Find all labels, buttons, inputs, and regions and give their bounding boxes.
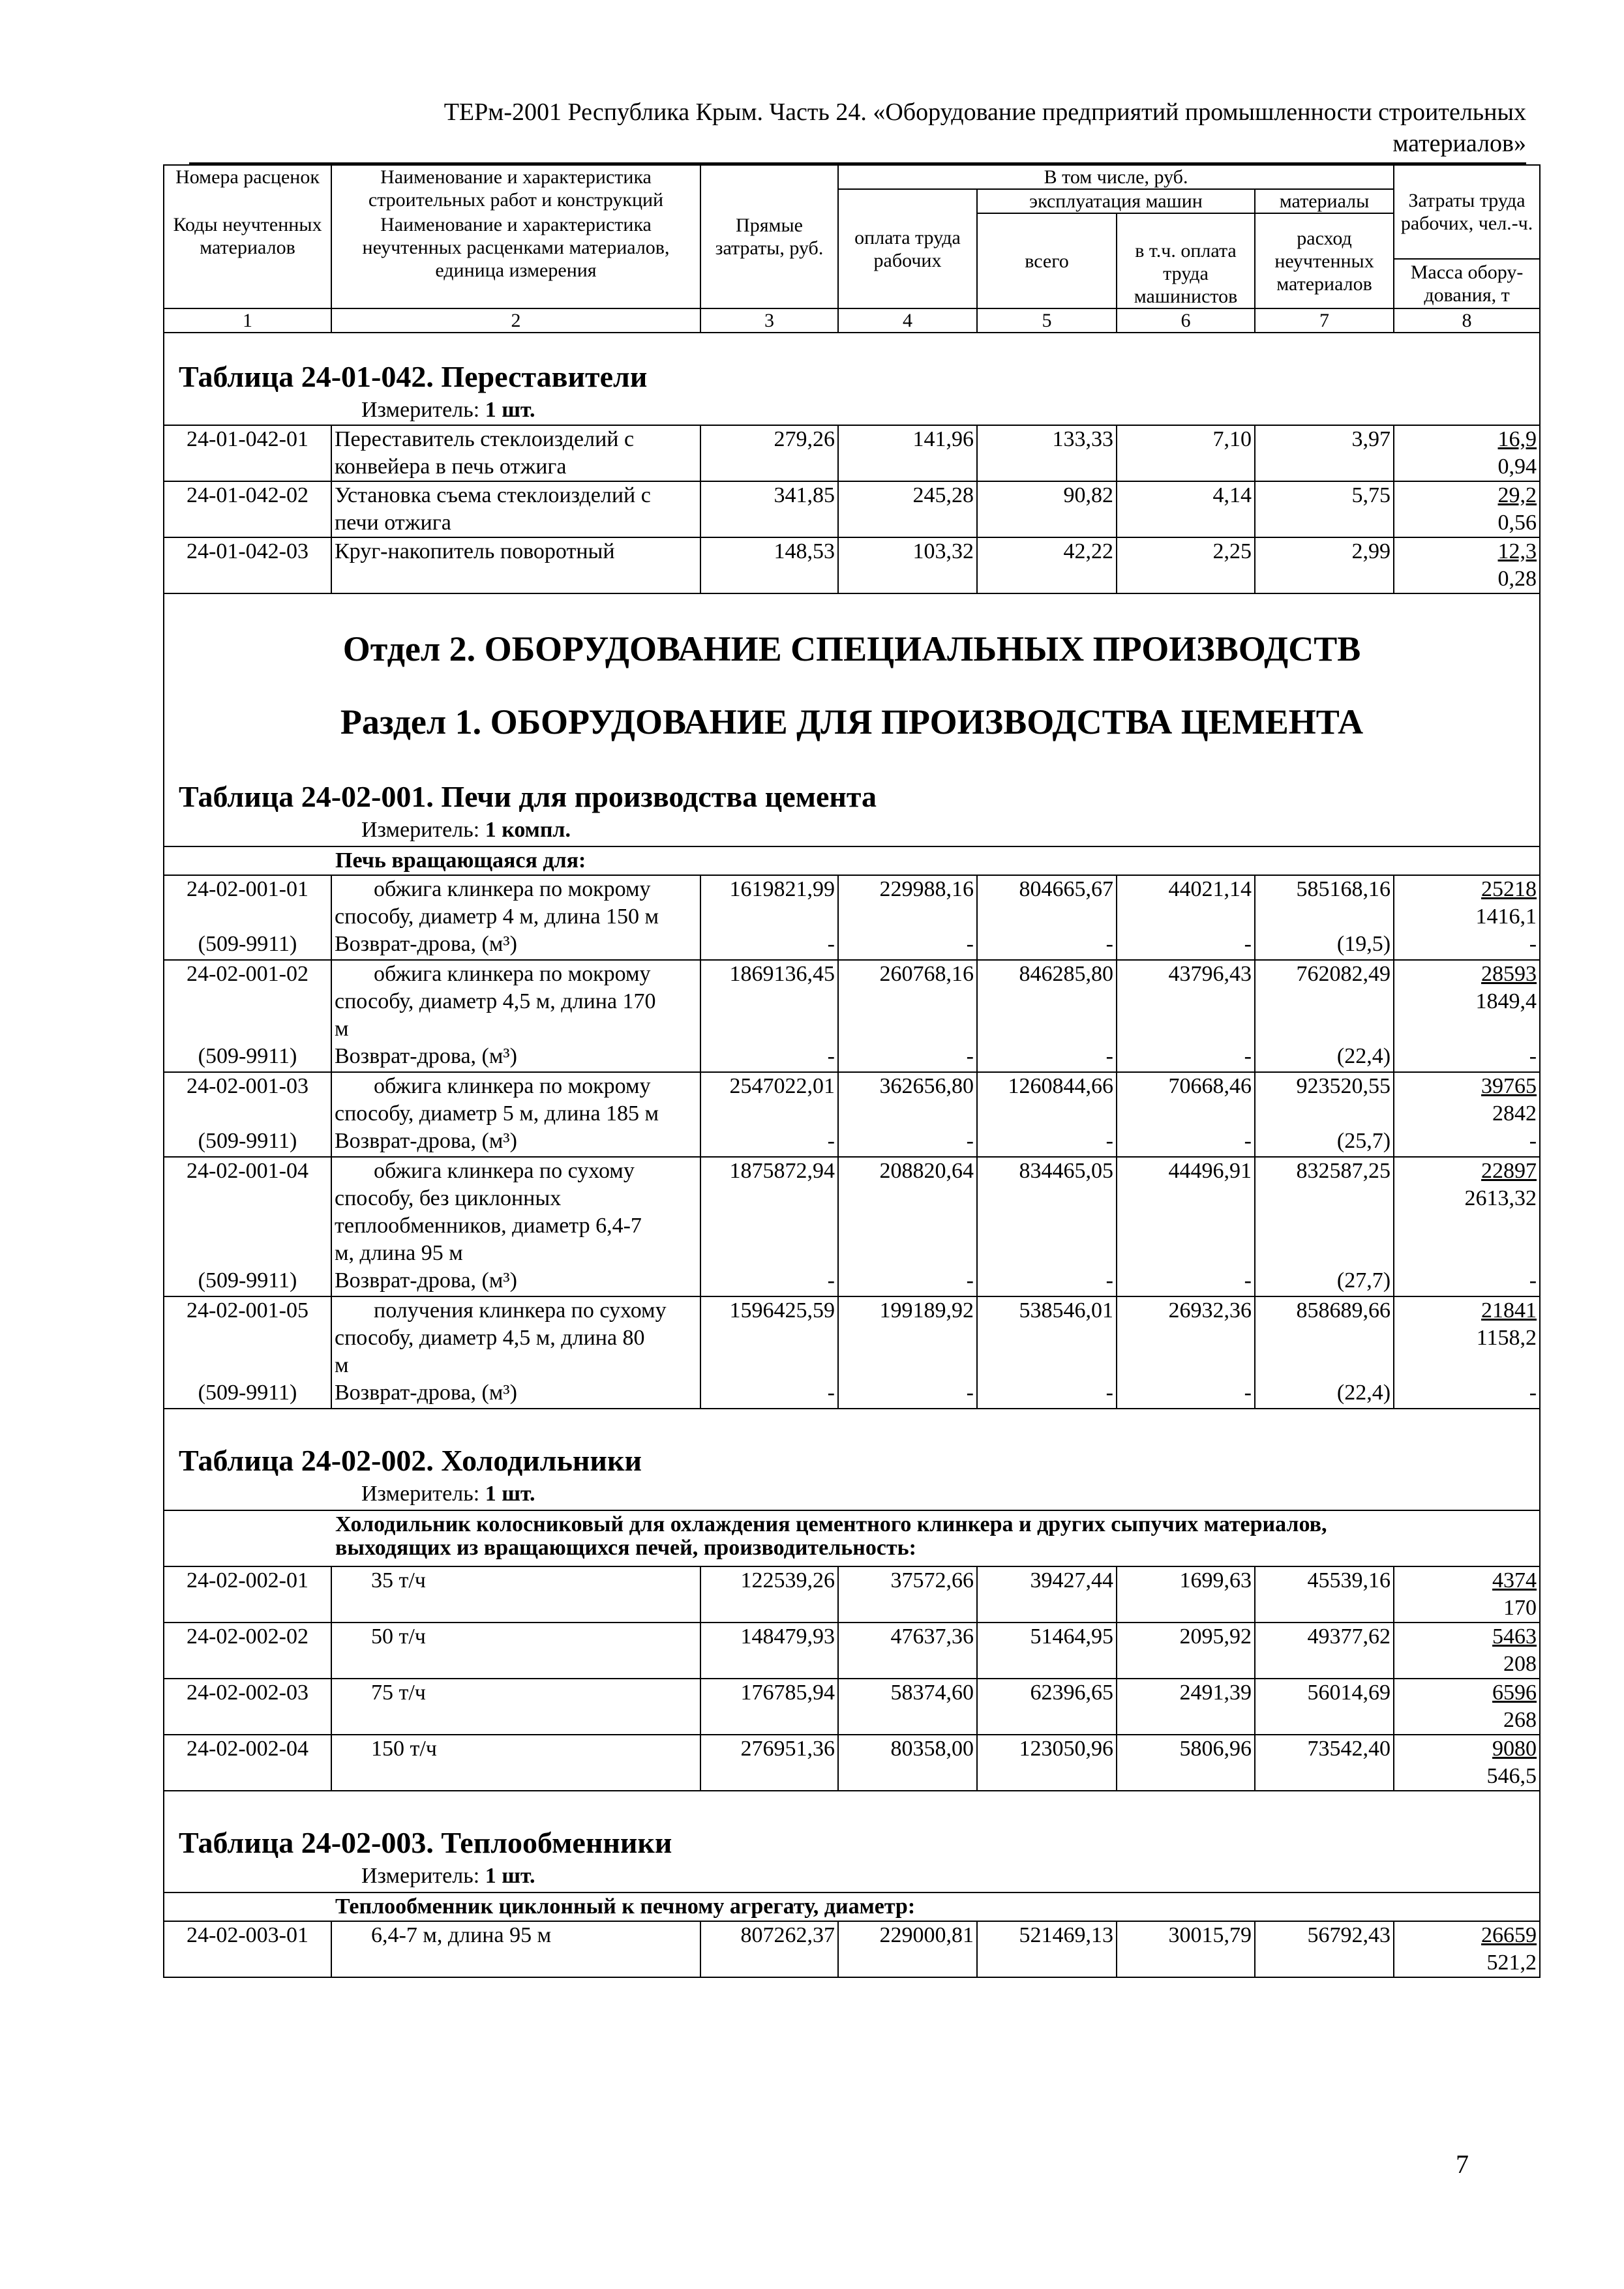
equipment-mass: 546,5 <box>1486 1764 1537 1788</box>
labor-hours: 16,9 <box>1497 427 1537 451</box>
table-title-row <box>164 1791 1540 1863</box>
labor-hours: 22897 <box>1481 1159 1537 1183</box>
rate-code: 24-01-042-03 <box>164 537 331 593</box>
rate-name-line: Переставитель стеклоизделий с <box>335 427 635 451</box>
table-title-row <box>164 333 1540 396</box>
machines-total: 804665,67 <box>1019 877 1113 901</box>
machinists-pay: 44021,14 <box>1168 877 1252 901</box>
dash: - <box>827 1129 835 1153</box>
machinists-pay: 70668,46 <box>1168 1074 1252 1098</box>
materials: 762082,49 <box>1296 962 1391 986</box>
table-row <box>164 481 1540 537</box>
measure-unit: 1 шт. <box>485 1864 535 1888</box>
dash: - <box>966 1268 974 1293</box>
direct-costs: 1596425,59 <box>729 1298 835 1323</box>
measure-unit: 1 шт. <box>485 398 535 422</box>
measure-001 <box>179 816 1525 844</box>
machinists-pay: 30015,79 <box>1117 1921 1255 1977</box>
section-title: Раздел 1. ОБОРУДОВАНИЕ ДЛЯ ПРОИЗВОДСТВА ЦЕМЕНТА <box>340 702 1364 741</box>
machinists-pay: 43796,43 <box>1168 962 1252 986</box>
table-row <box>164 960 1540 1072</box>
rate-name <box>331 537 700 593</box>
material-code: (509-9911) <box>198 932 297 956</box>
labor-pay: 229000,81 <box>838 1921 977 1977</box>
group-heading-line: Холодильник колосниковый для охлаждения цементного клинкера и других сыпучих материалов, <box>335 1512 1327 1536</box>
material-qty: (22,4) <box>1336 1381 1391 1405</box>
rate-code: 24-02-001-01 <box>187 877 308 901</box>
measure-042 <box>179 396 1525 424</box>
machines-total: 51464,95 <box>977 1623 1117 1679</box>
col-num: 2 <box>331 308 700 333</box>
rate-code: 24-02-001-05 <box>187 1298 308 1323</box>
rate-name-line: способу, без циклонных <box>335 1186 562 1210</box>
group-row <box>164 846 1540 875</box>
group-row <box>164 1510 1540 1566</box>
material-name: Возврат-дрова, (м³) <box>335 1381 517 1405</box>
machines-total: 133,33 <box>977 425 1117 481</box>
machinists-pay: 1699,63 <box>1117 1566 1255 1623</box>
rate-name: 35 т/ч <box>331 1566 700 1623</box>
col-head-machines: эксплуатация машин <box>977 189 1255 213</box>
equipment-mass: 0,56 <box>1497 511 1537 535</box>
equipment-mass: 1416,1 <box>1475 905 1537 929</box>
table-row <box>164 1623 1540 1679</box>
rate-name-line: обжига клинкера по сухому <box>374 1159 635 1183</box>
material-qty: (27,7) <box>1336 1268 1391 1293</box>
rate-name-line: м <box>335 1017 349 1041</box>
group-heading <box>331 1510 1540 1566</box>
equipment-mass: 268 <box>1503 1708 1537 1732</box>
machinists-pay: 26932,36 <box>1168 1298 1252 1323</box>
col-head-direct-costs: Прямые затраты, руб. <box>700 165 838 308</box>
department-title: Отдел 2. ОБОРУДОВАНИЕ СПЕЦИАЛЬНЫХ ПРОИЗВОДСТВ <box>342 629 1361 668</box>
material-name: Возврат-дрова, (м³) <box>335 1268 517 1293</box>
rate-name: 6,4-7 м, длина 95 м <box>331 1921 700 1977</box>
rate-name-line: Установка съема стеклоизделий с <box>335 483 651 507</box>
col-head-machines-total: всего <box>977 213 1117 308</box>
machines-total: 123050,96 <box>977 1735 1117 1791</box>
col-num: 3 <box>700 308 838 333</box>
labor-pay: 362656,80 <box>879 1074 974 1098</box>
rate-name-line: м, длина 95 м <box>335 1241 463 1265</box>
materials: 923520,55 <box>1296 1074 1391 1098</box>
rate-name-line: способу, диаметр 4,5 м, длина 170 <box>335 989 656 1013</box>
running-header-line1: ТЕРм-2001 Республика Крым. Часть 24. «Оборудование предприятий промышленности строительных <box>444 98 1526 126</box>
measure-row <box>164 816 1540 846</box>
labor-hours: 21841 <box>1481 1298 1537 1323</box>
measure-label: Измеритель: <box>361 1864 480 1888</box>
direct-costs: 1619821,99 <box>729 877 835 901</box>
rate-name-line: печи отжига <box>335 511 451 535</box>
labor-hours: 4374 <box>1492 1568 1537 1593</box>
table-row <box>164 1566 1540 1623</box>
rate-code: 24-02-002-04 <box>164 1735 331 1791</box>
material-code: (509-9911) <box>198 1268 297 1293</box>
col-head-labor-costs: Затраты труда рабочих, чел.-ч. <box>1394 165 1540 259</box>
table-title-042: Таблица 24-01-042. Переставители <box>179 360 648 393</box>
direct-costs: 1875872,94 <box>729 1159 835 1183</box>
direct-costs: 341,85 <box>700 481 838 537</box>
rate-name <box>331 425 700 481</box>
rate-name-line: обжига клинкера по мокрому <box>374 1074 651 1098</box>
direct-costs: 148,53 <box>700 537 838 593</box>
machinists-pay: 2095,92 <box>1117 1623 1255 1679</box>
col-head-equipment-mass: Масса обору-дования, т <box>1394 259 1540 308</box>
rate-code: 24-02-001-02 <box>187 962 308 986</box>
rate-name <box>331 481 700 537</box>
col-head-codes: Номера расценок <box>164 165 331 213</box>
equipment-mass: 521,2 <box>1486 1951 1537 1975</box>
machines-total: 834465,05 <box>1019 1159 1113 1183</box>
dash: - <box>827 1381 835 1405</box>
equipment-mass: 1158,2 <box>1476 1326 1537 1350</box>
labor-pay: 141,96 <box>838 425 977 481</box>
measure-unit: 1 шт. <box>485 1482 535 1506</box>
table-row <box>164 537 1540 593</box>
labor-pay: 58374,60 <box>838 1679 977 1735</box>
labor-pay: 245,28 <box>838 481 977 537</box>
table-row <box>164 1921 1540 1977</box>
table-title-003: Таблица 24-02-003. Теплообменники <box>179 1826 672 1859</box>
materials: 5,75 <box>1255 481 1394 537</box>
rate-name <box>331 875 700 960</box>
dash: - <box>1529 1381 1537 1405</box>
materials: 56792,43 <box>1255 1921 1394 1977</box>
col-head-materials: материалы <box>1255 189 1394 213</box>
dash: - <box>1529 1268 1537 1293</box>
equipment-mass: 0,28 <box>1497 567 1537 591</box>
materials: 56014,69 <box>1255 1679 1394 1735</box>
machines-total: 521469,13 <box>977 1921 1117 1977</box>
rate-code: 24-02-001-03 <box>187 1074 308 1098</box>
machinists-pay: 5806,96 <box>1117 1735 1255 1791</box>
rate-code: 24-02-002-02 <box>164 1623 331 1679</box>
labor-hours: 39765 <box>1481 1074 1537 1098</box>
labor-hours: 12,3 <box>1497 539 1537 563</box>
rate-name-line: Круг-накопитель поворотный <box>335 539 615 563</box>
table-row <box>164 875 1540 960</box>
rate-code: 24-01-042-01 <box>164 425 331 481</box>
col-head-material-codes: Коды неучтенных материалов <box>164 213 331 308</box>
table-row <box>164 1296 1540 1409</box>
rate-name: 75 т/ч <box>331 1679 700 1735</box>
materials: 832587,25 <box>1296 1159 1391 1183</box>
equipment-mass: 208 <box>1503 1652 1537 1676</box>
table-row <box>164 425 1540 481</box>
rates-table-frame <box>163 164 1539 2095</box>
labor-mass-cell <box>1394 1921 1540 1977</box>
labor-mass-cell <box>1394 1623 1540 1679</box>
dash: - <box>1244 932 1252 956</box>
rate-code: 24-02-003-01 <box>164 1921 331 1977</box>
labor-mass-cell <box>1394 1735 1540 1791</box>
section-row <box>164 672 1540 745</box>
rate-name-line: получения клинкера по сухому <box>374 1298 667 1323</box>
rate-code: 24-02-002-03 <box>164 1679 331 1735</box>
dash: - <box>1529 1129 1537 1153</box>
table-title-row <box>164 745 1540 816</box>
labor-hours: 25218 <box>1481 877 1537 901</box>
equipment-mass: 2842 <box>1492 1101 1537 1126</box>
material-qty: (19,5) <box>1336 932 1391 956</box>
direct-costs: 276951,36 <box>700 1735 838 1791</box>
direct-costs: 807262,37 <box>700 1921 838 1977</box>
machines-total: 846285,80 <box>1019 962 1113 986</box>
materials: 3,97 <box>1255 425 1394 481</box>
rate-code-cell <box>164 875 331 960</box>
table-title-row <box>164 1409 1540 1480</box>
dash: - <box>1244 1268 1252 1293</box>
material-qty: (22,4) <box>1336 1044 1391 1068</box>
equipment-mass: 170 <box>1503 1596 1537 1620</box>
dash: - <box>1244 1129 1252 1153</box>
group-heading: Теплообменник циклонный к печному агрегату, диаметр: <box>331 1893 1540 1921</box>
rate-name-line: конвейера в печь отжига <box>335 455 567 479</box>
equipment-mass: 2613,32 <box>1464 1186 1537 1210</box>
measure-row <box>164 1480 1540 1510</box>
measure-label: Измеритель: <box>361 398 480 422</box>
col-num: 7 <box>1255 308 1394 333</box>
labor-hours: 9080 <box>1492 1737 1537 1761</box>
rate-name <box>331 1296 700 1409</box>
dash: - <box>1244 1381 1252 1405</box>
col-head-material-names: Наименование и характеристика неучтенных расценками материалов, единица измерения <box>331 213 700 308</box>
machinists-pay: 7,10 <box>1117 425 1255 481</box>
equipment-mass: 0,94 <box>1497 455 1537 479</box>
rate-code: 24-02-001-04 <box>187 1159 308 1183</box>
col-head-unaccounted-materials: расход неучтенных материалов <box>1255 213 1394 308</box>
dash: - <box>1105 1381 1113 1405</box>
dash: - <box>966 1129 974 1153</box>
materials: 2,99 <box>1255 537 1394 593</box>
direct-costs: 2547022,01 <box>729 1074 835 1098</box>
labor-pay: 103,32 <box>838 537 977 593</box>
rate-name <box>331 960 700 1072</box>
labor-pay: 229988,16 <box>879 877 974 901</box>
labor-pay: 47637,36 <box>838 1623 977 1679</box>
material-name: Возврат-дрова, (м³) <box>335 1044 517 1068</box>
material-code: (509-9911) <box>198 1129 297 1153</box>
col-head-name: Наименование и характеристика строительных работ и конструкций <box>331 165 700 213</box>
material-qty: (25,7) <box>1336 1129 1391 1153</box>
machinists-pay: 2,25 <box>1117 537 1255 593</box>
col-num: 4 <box>838 308 977 333</box>
dash: - <box>966 932 974 956</box>
materials: 73542,40 <box>1255 1735 1394 1791</box>
machines-total: 42,22 <box>977 537 1117 593</box>
rate-name-line: способу, диаметр 4,5 м, длина 80 <box>335 1326 645 1350</box>
materials: 858689,66 <box>1296 1298 1391 1323</box>
labor-pay: 80358,00 <box>838 1735 977 1791</box>
machines-total: 538546,01 <box>1019 1298 1113 1323</box>
labor-mass-cell <box>1394 1566 1540 1623</box>
col-num: 8 <box>1394 308 1540 333</box>
labor-mass-cell <box>1394 1679 1540 1735</box>
col-head-including: В том числе, руб. <box>838 165 1394 189</box>
running-header-line2: материалов» <box>1392 130 1526 157</box>
group-heading: Печь вращающаяся для: <box>331 846 1540 875</box>
direct-costs: 1869136,45 <box>729 962 835 986</box>
group-heading-line: выходящих из вращающихся печей, производительность: <box>335 1536 916 1560</box>
rate-name <box>331 1072 700 1157</box>
labor-hours: 6596 <box>1492 1681 1537 1705</box>
column-number-row <box>164 308 1540 333</box>
measure-label: Измеритель: <box>361 1482 480 1506</box>
materials: 45539,16 <box>1255 1566 1394 1623</box>
machinists-pay: 4,14 <box>1117 481 1255 537</box>
material-code: (509-9911) <box>198 1044 297 1068</box>
dash: - <box>1105 1268 1113 1293</box>
table-row <box>164 1072 1540 1157</box>
rate-name <box>331 1157 700 1296</box>
dash: - <box>827 1044 835 1068</box>
rate-name-line: способу, диаметр 4 м, длина 150 м <box>335 905 659 929</box>
material-name: Возврат-дрова, (м³) <box>335 932 517 956</box>
dash: - <box>1105 932 1113 956</box>
rate-code: 24-01-042-02 <box>164 481 331 537</box>
machinists-pay: 44496,91 <box>1168 1159 1252 1183</box>
table-row <box>164 1735 1540 1791</box>
column-header-row-1 <box>164 165 1540 189</box>
dash: - <box>966 1381 974 1405</box>
dash: - <box>1529 1044 1537 1068</box>
direct-costs: 176785,94 <box>700 1679 838 1735</box>
measure-unit: 1 компл. <box>485 818 571 842</box>
measure-label: Измеритель: <box>361 818 480 842</box>
table-title-001: Таблица 24-02-001. Печи для производства цемента <box>179 780 877 813</box>
measure-003 <box>179 1863 1525 1890</box>
dash: - <box>827 1268 835 1293</box>
machines-total: 90,82 <box>977 481 1117 537</box>
labor-pay: 260768,16 <box>879 962 974 986</box>
dash: - <box>1105 1044 1113 1068</box>
dash: - <box>1105 1129 1113 1153</box>
rates-table <box>163 164 1541 1978</box>
col-head-machinists-pay: в т.ч. оплата труда машинистов <box>1117 213 1255 308</box>
department-row <box>164 593 1540 672</box>
labor-mass-cell <box>1394 481 1540 537</box>
direct-costs: 279,26 <box>700 425 838 481</box>
measure-002 <box>179 1480 1525 1508</box>
machines-total: 39427,44 <box>977 1566 1117 1623</box>
dash: - <box>1529 932 1537 956</box>
labor-mass-cell <box>1394 425 1540 481</box>
col-num: 5 <box>977 308 1117 333</box>
col-num: 1 <box>164 308 331 333</box>
labor-pay: 37572,66 <box>838 1566 977 1623</box>
table-row <box>164 1679 1540 1735</box>
equipment-mass: 1849,4 <box>1475 989 1537 1013</box>
col-num: 6 <box>1117 308 1255 333</box>
labor-hours: 26659 <box>1481 1923 1537 1947</box>
labor-pay: 199189,92 <box>879 1298 974 1323</box>
materials: 585168,16 <box>1296 877 1391 901</box>
machines-total: 1260844,66 <box>1008 1074 1113 1098</box>
measure-row <box>164 396 1540 425</box>
machines-total: 62396,65 <box>977 1679 1117 1735</box>
labor-pay: 208820,64 <box>879 1159 974 1183</box>
col-head-labor-pay: оплата труда рабочих <box>838 189 977 308</box>
rate-name-line: обжига клинкера по мокрому <box>374 877 651 901</box>
machinists-pay: 2491,39 <box>1117 1679 1255 1735</box>
page-number: 7 <box>1456 2149 1469 2179</box>
materials: 49377,62 <box>1255 1623 1394 1679</box>
rate-name-line: м <box>335 1353 349 1377</box>
rate-code: 24-02-002-01 <box>164 1566 331 1623</box>
labor-hours: 28593 <box>1481 962 1537 986</box>
table-row <box>164 1157 1540 1296</box>
table-title-002: Таблица 24-02-002. Холодильники <box>179 1444 642 1477</box>
direct-costs: 148479,93 <box>700 1623 838 1679</box>
dash: - <box>966 1044 974 1068</box>
measure-row <box>164 1863 1540 1893</box>
labor-hours: 29,2 <box>1497 483 1537 507</box>
rate-name-line: способу, диаметр 5 м, длина 185 м <box>335 1101 659 1126</box>
running-header <box>189 97 1526 159</box>
dash: - <box>827 932 835 956</box>
rate-name-line: обжига клинкера по мокрому <box>374 962 651 986</box>
rate-name: 50 т/ч <box>331 1623 700 1679</box>
rate-name-line: теплообменников, диаметр 6,4-7 <box>335 1214 642 1238</box>
direct-costs: 122539,26 <box>700 1566 838 1623</box>
rate-name: 150 т/ч <box>331 1735 700 1791</box>
material-code: (509-9911) <box>198 1381 297 1405</box>
material-name: Возврат-дрова, (м³) <box>335 1129 517 1153</box>
labor-hours: 5463 <box>1492 1624 1537 1649</box>
group-row <box>164 1893 1540 1921</box>
dash: - <box>1244 1044 1252 1068</box>
labor-mass-cell <box>1394 537 1540 593</box>
